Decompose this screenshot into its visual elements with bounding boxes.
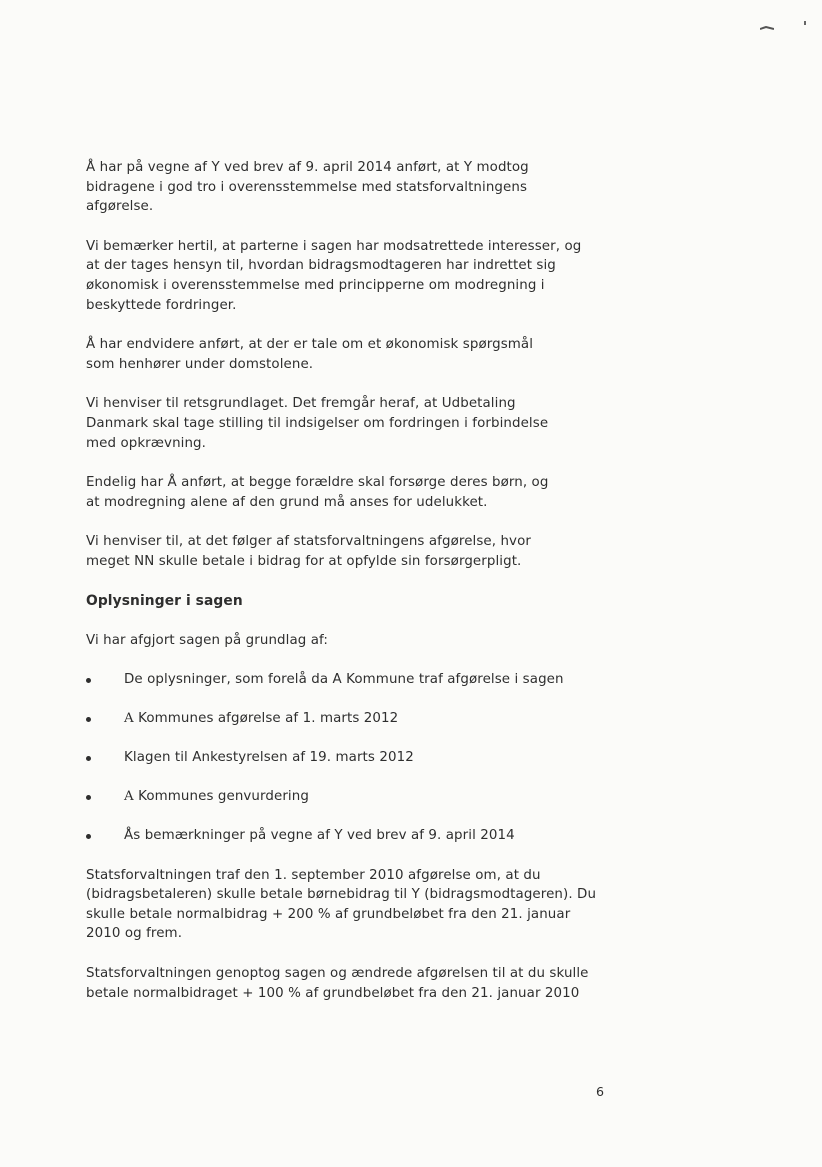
- paragraph-legal-basis: Vi henviser til retsgrundlaget. Det fremgår heraf, at Udbetaling Danmark skal tage stilling til indsigelser om fordringen i forbindelse med opkrævning.: [86, 396, 549, 451]
- list-item: [86, 670, 646, 690]
- evidence-list: [86, 670, 646, 846]
- bullet-icon: [86, 834, 91, 839]
- paragraph-courts-question: Å har endvidere anført, at der er tale om et økonomisk spørgsmål som henhører under domstolene.: [86, 337, 534, 372]
- list-item: [86, 709, 646, 729]
- section-heading: Oplysninger i sagen: [86, 592, 243, 609]
- document-body: [86, 158, 646, 1023]
- paragraph-a-good-faith: Å har på vegne af Y ved brev af 9. april 2014 anført, at Y modtog bidragene i god tro i overensstemmelse med statsforvaltningens afgørelse.: [86, 160, 529, 215]
- list-item-text: A Kommunes afgørelse af 1. marts 2012: [124, 710, 399, 726]
- list-item-text: A Kommunes genvurdering: [124, 788, 309, 804]
- paragraph-opposing-interests: Vi bemærker hertil, at parterne i sagen har modsatrettede interesser, og at der tages hensyn til, hvordan bidragsmodtageren har indrettet sig økonomisk i overensstemmelse med principperne om modregning i beskyttede fordringer.: [86, 238, 582, 313]
- bullet-icon: [86, 678, 91, 683]
- list-item-text: Ås bemærkninger på vegne af Y ved brev af 9. april 2014: [124, 828, 515, 844]
- list-item: [86, 787, 646, 807]
- scan-artifact-dot: [804, 21, 806, 25]
- list-item: [86, 748, 646, 768]
- paragraph-reopened-decision: Statsforvaltningen genoptog sagen og ændrede afgørelsen til at du skulle betale normalbidraget + 100 % af grundbeløbet fra den 21. januar 2010: [86, 966, 589, 1001]
- list-item-text: De oplysninger, som forelå da A Kommune traf afgørelse i sagen: [124, 671, 564, 687]
- section-intro: Vi har afgjort sagen på grundlag af:: [86, 633, 328, 649]
- paragraph-decision-2010: Statsforvaltningen traf den 1. september 2010 afgørelse om, at du (bidragsbetaleren) skulle betale børnebidrag til Y (bidragsmodtageren). Du skulle betale normalbidrag + 200 % af grundbeløbet fra den 21. januar 2010 og frem.: [86, 867, 597, 942]
- bullet-icon: [86, 756, 91, 761]
- paragraph-parents-support: Endelig har Å anført, at begge forældre skal forsørge deres børn, og at modregning alene af den grund må anses for udelukket.: [86, 475, 549, 510]
- page-number: 6: [596, 1084, 605, 1099]
- paragraph-support-obligation: Vi henviser til, at det følger af statsforvaltningens afgørelse, hvor meget NN skulle betale i bidrag for at opfylde sin forsørgerpligt.: [86, 534, 531, 569]
- bullet-icon: [86, 795, 91, 800]
- list-item-text: Klagen til Ankestyrelsen af 19. marts 2012: [124, 749, 414, 765]
- list-item: [86, 826, 646, 846]
- bullet-icon: [86, 717, 91, 722]
- scan-artifact-mark: [760, 26, 774, 30]
